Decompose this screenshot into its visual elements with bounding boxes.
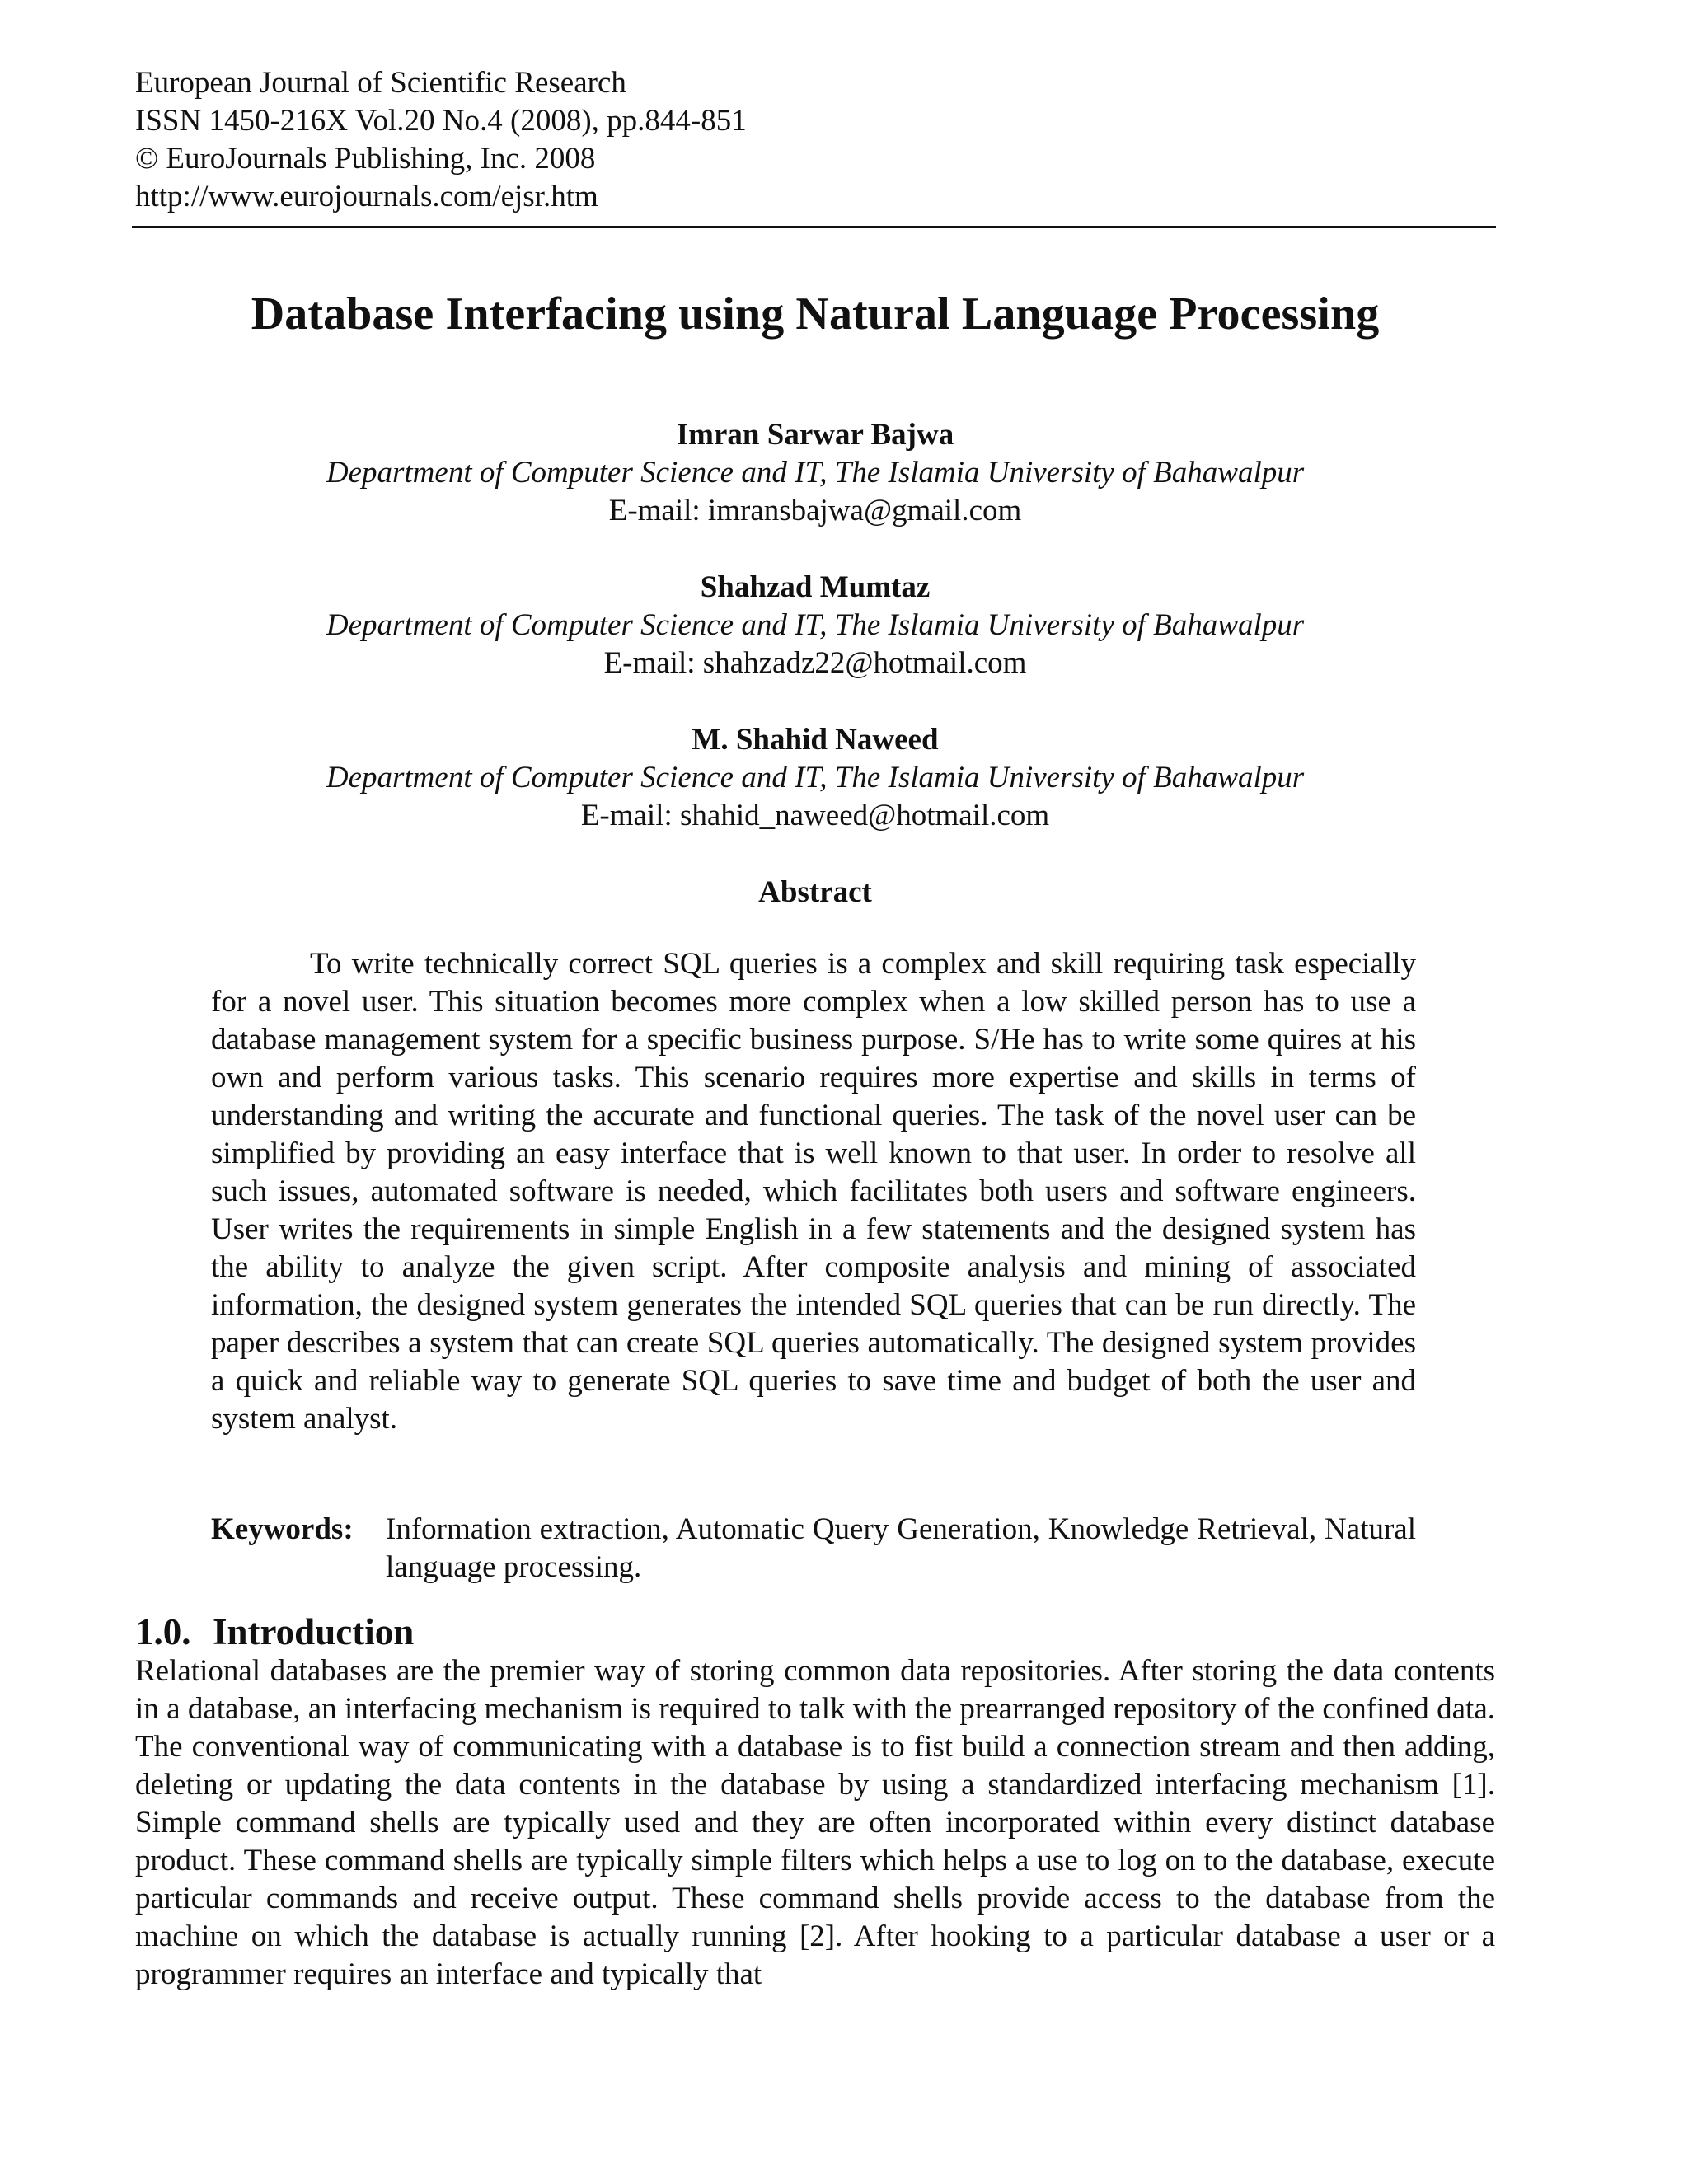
section-title: Introduction: [213, 1611, 415, 1652]
journal-copyright: © EuroJournals Publishing, Inc. 2008: [135, 142, 596, 176]
author-name: M. Shahid Naweed: [692, 723, 939, 757]
author-name: Imran Sarwar Bajwa: [676, 418, 954, 452]
paper-page: [135, 64, 1495, 1994]
abstract-text: To write technically correct SQL queries is a complex and skill requiring task especially for a novel user. This situation becomes more complex when a low skilled person has to use a database management system for a specific business purpose. S/He has to write some quires at his own and perform various tasks. This scenario requires more expertise and skills in terms of understanding and writing the accurate and functional queries. The task of the novel user can be simplified by providing an easy interface that is well known to that user. In order to resolve all such issues, automated software is needed, which facilitates both users and software engineers. User writes the requirements in simple English in a few statements and the designed system has the ability to analyze the given script. After composite analysis and mining of associated information, the designed system generates the intended SQL queries that can be run directly. The paper describes a system that can create SQL queries automatically. The designed system provides a quick and reliable way to generate SQL queries to save time and budget of both the user and system analyst.: [211, 947, 1416, 1436]
section-number: 1.0.: [135, 1611, 191, 1652]
journal-url[interactable]: http://www.eurojournals.com/ejsr.htm: [135, 180, 598, 213]
author-list: [135, 416, 1495, 835]
keywords-text: Information extraction, Automatic Query Generation, Knowledge Retrieval, Natural language processing.: [386, 1512, 1416, 1584]
header-divider: [132, 226, 1496, 228]
author-department: Department of Computer Science and IT, The Islamia University of Bahawalpur: [326, 608, 1305, 642]
journal-header: [135, 64, 1495, 216]
author-email[interactable]: E-mail: imransbajwa@gmail.com: [608, 494, 1022, 527]
author-email[interactable]: E-mail: shahzadz22@hotmail.com: [603, 646, 1027, 680]
abstract-heading: Abstract: [758, 875, 872, 909]
author-block: [135, 721, 1495, 835]
author-department: Department of Computer Science and IT, The Islamia University of Bahawalpur: [326, 456, 1305, 490]
section-heading-introduction: [135, 1611, 1495, 1652]
keywords: [211, 1511, 1416, 1586]
author-department: Department of Computer Science and IT, The Islamia University of Bahawalpur: [326, 761, 1305, 794]
author-block: [135, 416, 1495, 530]
journal-issn: ISSN 1450-216X Vol.20 No.4 (2008), pp.844-851: [135, 104, 747, 138]
journal-name: European Journal of Scientific Research: [135, 66, 626, 100]
author-email[interactable]: E-mail: shahid_naweed@hotmail.com: [580, 799, 1050, 832]
keywords-label: Keywords:: [211, 1512, 354, 1546]
paper-title: Database Interfacing using Natural Language Processing: [251, 288, 1380, 340]
introduction-text: Relational databases are the premier way of storing common data repositories. After storing the data contents in a database, an interfacing mechanism is required to talk with the prearranged repository of the confined data. The conventional way of communicating with a database is to fist build a connection stream and then adding, deleting or updating the data contents in the database by using a standardized interfacing mechanism [1]. Simple command shells are typically used and they are often incorporated within every distinct database product. These command shells are typically simple filters which helps a use to log on to the database, execute particular commands and receive output. These command shells provide access to the database from the machine on which the database is actually running [2]. After hooking to a particular database a user or a programmer requires an interface and typically that: [135, 1654, 1495, 1991]
author-block: [135, 569, 1495, 682]
author-name: Shahzad Mumtaz: [700, 570, 931, 604]
